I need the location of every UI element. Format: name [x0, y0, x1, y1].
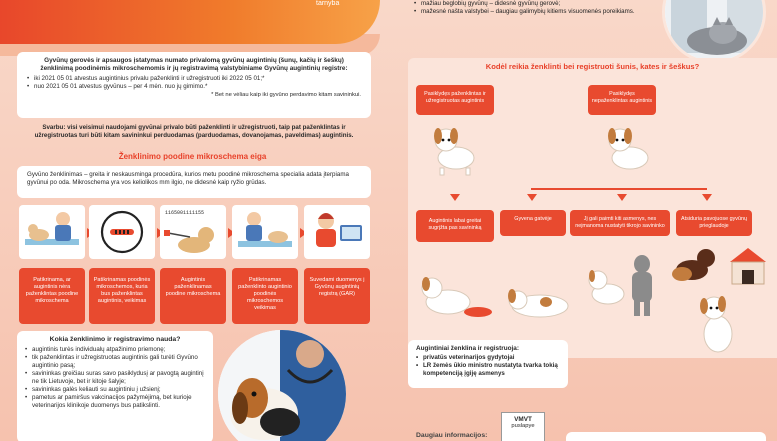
step-1-image: [19, 205, 85, 259]
procedure-description: Gyvūno ženklinimas – greita ir neskausminga procedūra, kurios metu poodinė mikroschema specialia adata įterpiama gyvūnui po oda. Mikroschema yra vos keliolikos mm ilgio, ne didesnė kaip ryžio grūdas.: [27, 171, 349, 186]
arrow-down-icon: [702, 194, 712, 201]
more-info-label: Daugiau informacijos:: [416, 432, 488, 439]
dog-lying-illustration: [502, 276, 578, 322]
who-panel: [408, 340, 568, 388]
who-item: • LR žemės ūkio ministro nustatyta tvarka tokią kompetenciją įgiję asmenys: [416, 362, 560, 378]
who-title: Augintiniai ženklina ir registruoja:: [416, 345, 519, 352]
benefit-item: • tik paženklintas ir užregistruotas augintinis gali turėti Gyvūno augintinio pasą;: [25, 354, 205, 370]
intro-footnote: * Bet ne vėliau kaip iki gyvūno perdavimo kitam savininkui.: [211, 92, 361, 98]
top-list-item: • mažesnė našta valstybei – daugiau galimybių kitiems visuomenės poreikiams.: [414, 8, 654, 16]
step-4-label: Patikrinamas paženklinto augintinio poodinės mikroschemos veikimas: [232, 268, 298, 324]
step-3-image: [160, 205, 226, 259]
step-2-label: Patikrinamas poodinės mikroschemos, kuria bus paženklintas augintinis, veikimas: [89, 268, 155, 324]
branch-line: [531, 188, 707, 190]
chip-number: 1165001111155: [165, 210, 205, 216]
step-4-image: [232, 205, 298, 259]
benefit-item: • pametus ar pamiršus vakcinacijos pažymėjimą, bet kurioje veterinarijos klinikoje duomenys bus patikslinti.: [25, 394, 205, 410]
dog-untagged-illustration: [600, 118, 658, 176]
who-item: • privatūs veterinarijos gydytojai: [416, 354, 560, 362]
intro-bullet: • iki 2021 05 01 atvestus augintinius privalu paženklinti ir užregistruoti iki 2022 05 01;*: [27, 75, 361, 83]
notice-text: Svarbu: visi veisimui naudojami gyvūnai privalo būti paženklinti ir užregistruoti, taip pat paženklintas ir užregistruotas turi būti kitam savininkui perduodamas (parduodamas, dovanojamas, paveldimas) augintinis.: [34, 124, 354, 139]
dog-stranger-illustration: [584, 250, 668, 318]
step-2-image: [89, 205, 155, 259]
benefits-panel: [17, 331, 213, 441]
why-right-result: Atsiduria pavojuose gyvūnų prieglaudoje: [676, 210, 752, 236]
top-list-item: • mažiau beglobių gyvūnų – didesnė gyvūnų gerovė;: [414, 0, 654, 8]
vmvt-name: VMVT: [514, 416, 532, 423]
bottom-right-card: [566, 432, 766, 441]
arrow-down-icon: [617, 194, 627, 201]
step-1-label: Patikrinama, ar augintinis nėra paženklintas poodine mikroschema: [19, 268, 85, 324]
header-band: [0, 0, 380, 44]
benefit-item: • savininkas greičiau suras savo pasiklydusį ar pavogtą augintinį ne tik Lietuvoje, bet ir kitoje šalyje;: [25, 370, 205, 386]
why-left-result: Augintinis labai greitai sugrįžta pas savininką: [416, 210, 494, 242]
why-right-result: Jį gali paimti kiti asmenys, nes neįmanoma nustatyti tikrojo savininko: [570, 210, 670, 236]
vet-photo: [218, 330, 346, 441]
arrow-down-icon: [450, 194, 460, 201]
step-3-label: Augintinis paženklinamas poodine mikroschema: [160, 268, 226, 324]
intro-lead: Gyvūnų gerovės ir apsaugos įstatymas numato privalomą gyvūnų augintinių (šunų, kačių ir šeškų) ženklinimą poodinėmis mikroschemomis ir jų registravimą valstybiniame Gyvūnų augintinių registre:: [40, 57, 348, 72]
benefits-title: Kokia ženklinimo ir registravimo nauda?: [49, 336, 181, 343]
procedure-title: Ženklinimo poodine mikroschema eiga: [118, 152, 267, 161]
why-title: Kodėl reikia ženklinti bei registruoti šunis, kates ir šeškus?: [485, 62, 700, 71]
dog-home-illustration: [418, 268, 498, 320]
procedure-description-panel: [17, 166, 371, 198]
dog-sitting-illustration: [690, 290, 744, 356]
vmvt-line2: puslapye: [511, 423, 535, 429]
intro-panel: [17, 52, 371, 118]
arrow-down-icon: [527, 194, 537, 201]
top-right-list: [414, 0, 654, 16]
intro-bullet: • nuo 2021 05 01 atvestus gyvūnus – per 4 mėn. nuo jų gimimo.*: [27, 83, 361, 91]
why-right-label: Pasiklydęs nepaženklintas augintinis: [588, 85, 656, 115]
benefit-item: • savininkas galės keliauti su augintiniu į užsienį;: [25, 386, 205, 394]
dog-tagged-illustration: [426, 118, 484, 176]
why-right-result: Gyvena gatvėje: [500, 210, 566, 236]
header-tail-text: tarnyba: [316, 0, 340, 7]
why-left-label: Pasiklydęs paženklintas ir užregistruotas augintinis: [416, 85, 494, 115]
cat-photo: [662, 0, 766, 64]
vmvt-badge[interactable]: [501, 412, 545, 441]
shelter-illustration: [668, 240, 772, 290]
step-5-label: Suvedami duomenys į Gyvūnų augintinių registrą (GAR): [304, 268, 370, 324]
benefit-item: • augintinis turės individualų atpažinimo priemonę;: [25, 346, 205, 354]
step-5-image: [304, 205, 370, 259]
